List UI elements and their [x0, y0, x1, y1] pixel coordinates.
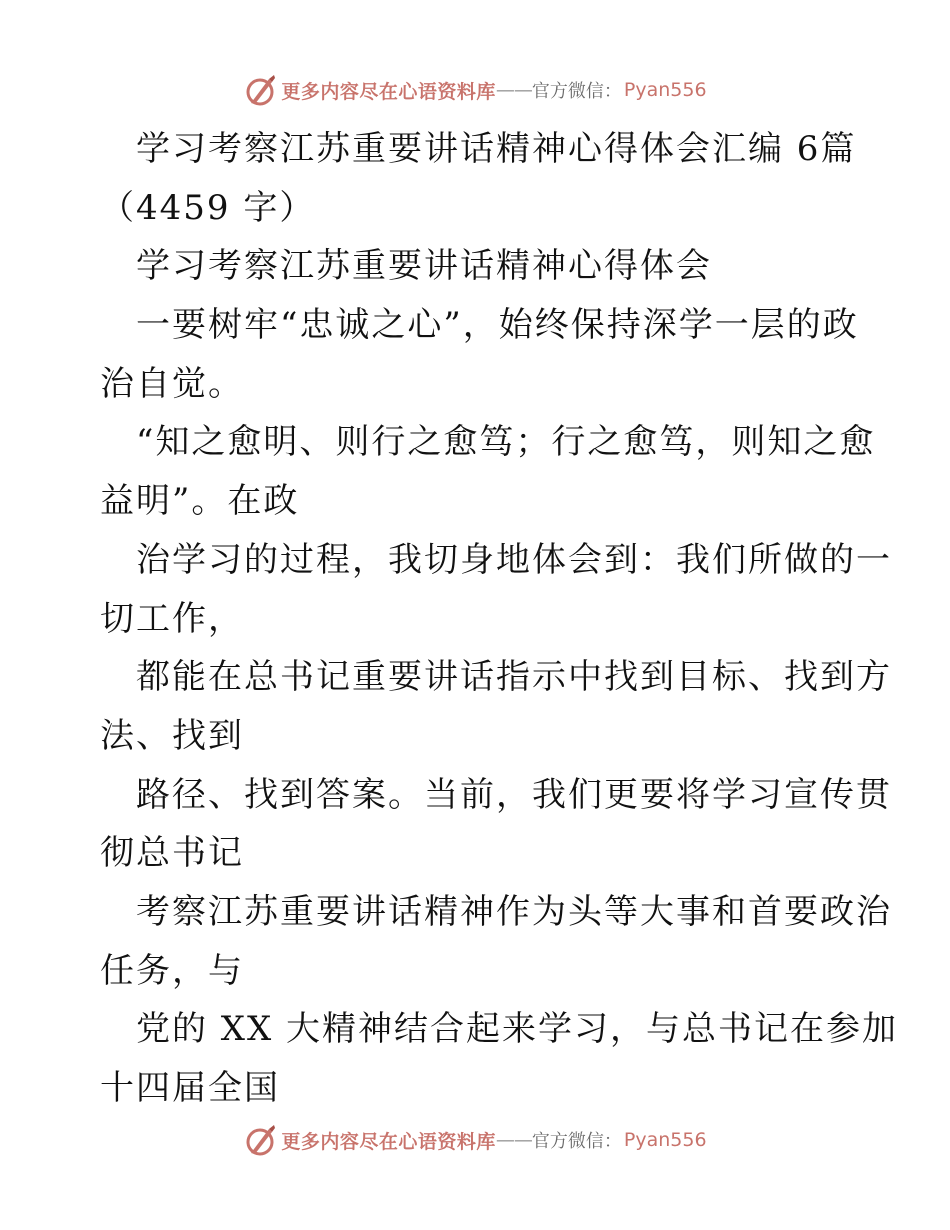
banner-wechat-id: Pyan556: [623, 79, 707, 101]
banner-official-label: 官方微信：: [531, 1131, 622, 1152]
paragraph-line: 路径、找到答案。当前，我们更要将学习宣传贯: [136, 774, 892, 815]
quill-pen-logo-icon: [243, 73, 277, 107]
paragraph-line: 彻总书记: [100, 833, 244, 874]
paragraph-line: 切工作，: [100, 598, 244, 639]
banner-dash: ——: [495, 79, 532, 101]
paragraph-line: 治学习的过程，我切身地体会到：我们所做的一: [136, 539, 892, 580]
paragraph-line: 十四届全国: [100, 1068, 280, 1108]
paragraph-line: 一要树牢“忠诚之心”，始终保持深学一层的政: [136, 305, 859, 346]
paragraph-line: “知之愈明、则行之愈笃；行之愈笃，则知之愈: [136, 422, 876, 463]
paragraph-line: 治自觉。: [100, 363, 244, 404]
doc-subtitle: （4459 字）: [100, 187, 316, 228]
section-heading: 学习考察江苏重要讲话精神心得体会: [136, 246, 712, 287]
paragraph-line: 益明”。在政: [100, 481, 300, 522]
paragraph-line: 党的 XX 大精神结合起来学习，与总书记在参加: [136, 1009, 899, 1050]
banner-official-label: 官方微信：: [531, 81, 622, 102]
header-banner: [0, 70, 950, 110]
quill-pen-logo-icon: [243, 1123, 277, 1157]
banner-title: 更多内容尽在心语资料库: [281, 80, 496, 103]
paragraph-line: 任务，与: [100, 950, 244, 991]
banner-dash: ——: [495, 1129, 532, 1151]
paragraph-line: 都能在总书记重要讲话指示中找到目标、找到方: [136, 657, 892, 698]
document-body: [100, 120, 899, 1118]
footer-banner: [0, 1120, 950, 1160]
paragraph-line: 考察江苏重要讲话精神作为头等大事和首要政治: [136, 891, 892, 932]
paragraph-line: 法、找到: [100, 715, 244, 756]
banner-wechat-id: Pyan556: [623, 1129, 707, 1151]
banner-title: 更多内容尽在心语资料库: [281, 1130, 496, 1153]
doc-title: 学习考察江苏重要讲话精神心得体会汇编 6篇: [136, 129, 857, 169]
